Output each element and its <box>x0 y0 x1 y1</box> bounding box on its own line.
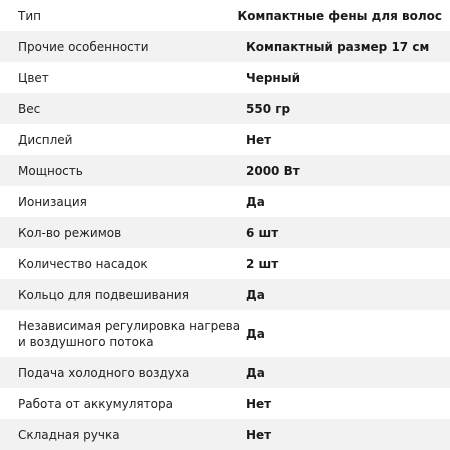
spec-label: Кольцо для подвешивания <box>18 287 189 302</box>
spec-label: Тип <box>18 8 41 23</box>
spec-label: Подача холодного воздуха <box>18 365 190 380</box>
spec-row-independent-control <box>0 310 450 357</box>
spec-value: Да <box>246 326 265 341</box>
spec-value: Компактный размер 17 см <box>246 39 430 54</box>
spec-value: Компактные фены для волос <box>237 8 442 23</box>
spec-row-color <box>0 62 450 93</box>
spec-row-cold-air <box>0 357 450 388</box>
spec-label: Цвет <box>18 70 49 85</box>
spec-value: Нет <box>246 132 272 147</box>
spec-row-ionization <box>0 186 450 217</box>
spec-label: Мощность <box>18 163 83 178</box>
spec-value: Да <box>246 194 265 209</box>
spec-value: 550 гр <box>246 101 291 116</box>
spec-label: Дисплей <box>18 132 73 147</box>
spec-label: Количество насадок <box>18 256 148 271</box>
spec-value: Черный <box>246 70 300 85</box>
spec-label: Кол-во режимов <box>18 225 122 240</box>
spec-row-battery <box>0 388 450 419</box>
spec-value: Да <box>246 365 265 380</box>
spec-row-folding-handle <box>0 419 450 450</box>
spec-label: Работа от аккумулятора <box>18 396 173 411</box>
spec-row-hanging-ring <box>0 279 450 310</box>
spec-value: Нет <box>246 396 272 411</box>
spec-row-features <box>0 31 450 62</box>
spec-value: 2 шт <box>246 256 279 271</box>
spec-row-power <box>0 155 450 186</box>
spec-label: Вес <box>18 101 41 116</box>
spec-row-modes <box>0 217 450 248</box>
spec-value: Нет <box>246 427 272 442</box>
spec-label: Прочие особенности <box>18 39 149 54</box>
spec-row-attachments <box>0 248 450 279</box>
spec-value: 2000 Вт <box>246 163 300 178</box>
spec-row-display <box>0 124 450 155</box>
spec-value: 6 шт <box>246 225 279 240</box>
spec-label: Складная ручка <box>18 427 120 442</box>
spec-row-weight <box>0 93 450 124</box>
spec-row-type <box>0 0 450 31</box>
spec-label: Ионизация <box>18 194 87 209</box>
spec-label: Независимая регулировка нагрева и воздушного потока <box>18 318 241 349</box>
spec-value: Да <box>246 287 265 302</box>
